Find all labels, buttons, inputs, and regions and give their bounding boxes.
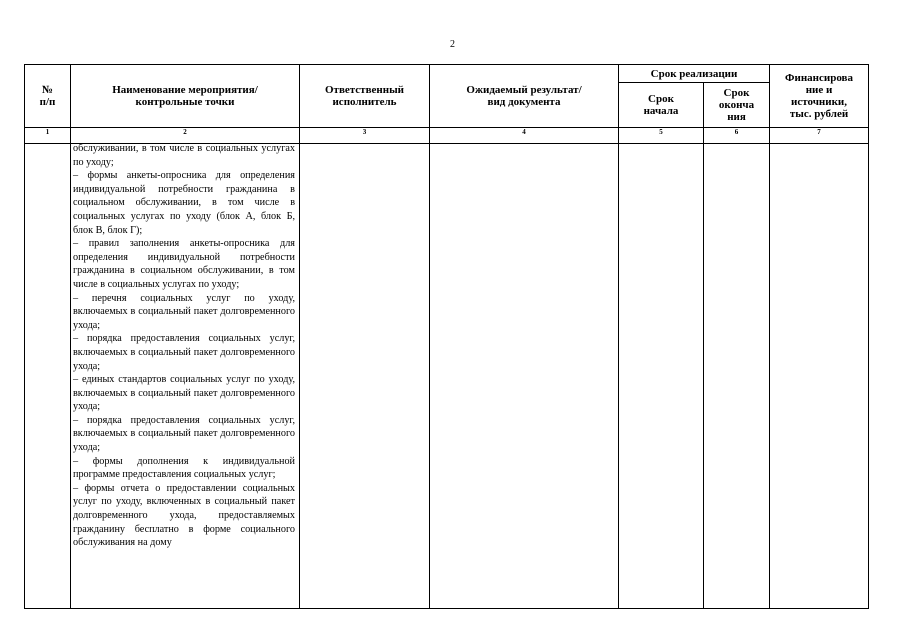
column-number: 6 [704,128,770,144]
cell-responsible [300,144,430,609]
text-paragraph: – порядка предоставления социальных услуг, включаемых в социальный пакет долговременного ухода; [73,414,295,454]
column-number: 4 [430,128,619,144]
cell-finance [770,144,869,609]
column-number: 7 [770,128,869,144]
header-name: Наименование мероприятия/ контрольные точки [71,65,300,128]
text-paragraph: обслуживании, в том числе в социальных услугах по уходу; [73,143,295,168]
text-paragraph: – правил заполнения анкеты-опросника для определения индивидуальной потребности гражданина в социальном обслуживании, в том числе в социальных услугах по уходу; [73,238,295,290]
header-num: № п/п [25,65,71,128]
text-paragraph: – формы дополнения к индивидуальной программе предоставления социальных услуг; [73,455,295,481]
header-start: Срок начала [619,83,704,128]
column-number: 5 [619,128,704,144]
plan-table [24,64,869,609]
cell-result [430,144,619,609]
column-number: 2 [71,128,300,144]
cell-start [619,144,704,609]
column-number: 3 [300,128,430,144]
text-paragraph: – формы анкеты-опросника для определения индивидуальной потребности гражданина в социальном обслуживании, в том числе в социальных услугах по уходу (блок А, блок Б, блок В, блок Г); [73,170,295,236]
header-responsible: Ответственный исполнитель [300,65,430,128]
cell-name [71,144,300,609]
header-finance: Финансирова ние и источники, тыс. рублей [770,65,869,128]
text-paragraph: – единых стандартов социальных услуг по уходу, включаемых в социальный пакет долговременного ухода; [73,374,295,413]
column-number: 1 [25,128,71,144]
text-paragraph: – порядка предоставления социальных услуг, включаемых в социальный пакет долговременного ухода; [73,333,295,372]
cell-end [704,144,770,609]
text-paragraph: – формы отчета о предоставлении социальных услуг по уходу, включенных в социальный пакет долговременного ухода, предоставляемых гражданину бесплатно в форме социального обслуживания на дому [73,482,295,549]
text-paragraph: – перечня социальных услуг по уходу, включаемых в социальный пакет долговременного ухода; [73,292,295,331]
header-result: Ожидаемый результат/ вид документа [430,65,619,128]
header-end: Срок оконча ния [704,83,770,128]
page-number: 2 [450,39,455,50]
header-period: Срок реализации [619,65,770,83]
